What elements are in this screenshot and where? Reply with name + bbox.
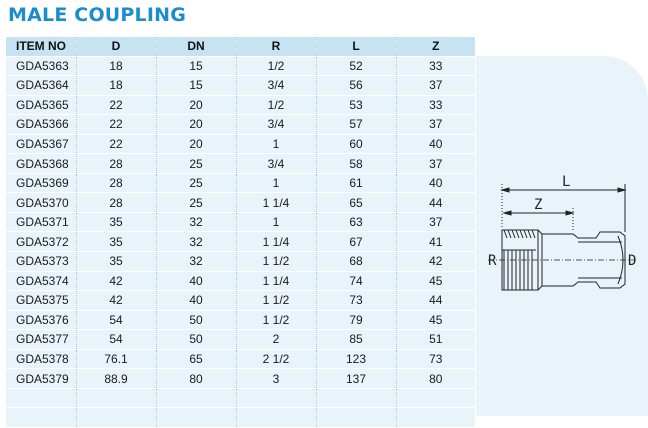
cell-l: 53	[316, 95, 396, 115]
cell-l: 56	[316, 76, 396, 96]
cell-item-no: GDA5376	[6, 310, 76, 330]
table-row	[6, 349, 475, 369]
cell-r: 2 1/2	[236, 349, 316, 369]
cell-item-no: GDA5370	[6, 193, 76, 213]
cell-item-no: GDA5377	[6, 330, 76, 350]
cell-dn: 40	[156, 291, 236, 311]
cell-l: 58	[316, 154, 396, 174]
table-row	[6, 212, 475, 232]
cell-z: 51	[396, 330, 475, 350]
cell-dn: 20	[156, 115, 236, 135]
table-row	[6, 330, 475, 350]
cell-item-no	[6, 408, 76, 428]
cell-r: 1/2	[236, 95, 316, 115]
cell-z: 33	[396, 95, 475, 115]
cell-z: 80	[396, 369, 475, 389]
cell-r: 3/4	[236, 115, 316, 135]
table-row	[6, 193, 475, 213]
cell-item-no: GDA5368	[6, 154, 76, 174]
table-row	[6, 232, 475, 252]
cell-item-no: GDA5375	[6, 291, 76, 311]
cell-r	[236, 408, 316, 428]
cell-item-no	[6, 388, 76, 408]
cell-d: 22	[76, 115, 156, 135]
cell-d: 35	[76, 232, 156, 252]
cell-dn: 15	[156, 56, 236, 76]
header-item-no: ITEM NO	[6, 37, 76, 56]
cell-z: 45	[396, 310, 475, 330]
cell-item-no: GDA5374	[6, 271, 76, 291]
cell-l	[316, 388, 396, 408]
cell-z: 37	[396, 115, 475, 135]
table-row	[6, 154, 475, 174]
cell-dn: 25	[156, 193, 236, 213]
cell-r: 1 1/2	[236, 291, 316, 311]
cell-r: 1 1/2	[236, 310, 316, 330]
header-r: R	[236, 37, 316, 56]
cell-d: 18	[76, 76, 156, 96]
header-l: L	[316, 37, 396, 56]
cell-z: 37	[396, 154, 475, 174]
cell-dn: 40	[156, 271, 236, 291]
cell-d: 54	[76, 330, 156, 350]
cell-z: 33	[396, 56, 475, 76]
cell-z: 41	[396, 232, 475, 252]
cell-dn: 65	[156, 349, 236, 369]
header-dn: DN	[156, 37, 236, 56]
label-z: Z	[534, 197, 543, 213]
cell-z: 40	[396, 173, 475, 193]
cell-r: 1 1/4	[236, 232, 316, 252]
cell-l	[316, 408, 396, 428]
cell-r: 1	[236, 212, 316, 232]
cell-dn: 20	[156, 134, 236, 154]
cell-l: 123	[316, 349, 396, 369]
cell-dn	[156, 388, 236, 408]
arrow-l-right	[618, 188, 625, 192]
cell-d: 42	[76, 291, 156, 311]
cell-l: 68	[316, 252, 396, 272]
cell-z: 37	[396, 212, 475, 232]
cell-l: 79	[316, 310, 396, 330]
table-header-row	[6, 37, 475, 56]
cell-dn: 25	[156, 173, 236, 193]
cell-d: 28	[76, 173, 156, 193]
cell-d: 22	[76, 134, 156, 154]
cell-dn	[156, 408, 236, 428]
cell-d: 18	[76, 56, 156, 76]
cell-item-no: GDA5367	[6, 134, 76, 154]
cell-l: 60	[316, 134, 396, 154]
cell-d: 42	[76, 271, 156, 291]
label-r: R	[488, 253, 497, 269]
cell-r	[236, 388, 316, 408]
cell-l: 63	[316, 212, 396, 232]
cell-r: 3	[236, 369, 316, 389]
cell-r: 1	[236, 173, 316, 193]
table-row	[6, 173, 475, 193]
cell-r: 1 1/4	[236, 271, 316, 291]
cell-r: 2	[236, 330, 316, 350]
cell-l: 57	[316, 115, 396, 135]
table-row	[6, 271, 475, 291]
specification-table	[6, 37, 475, 428]
table-row	[6, 95, 475, 115]
header-z: Z	[396, 37, 475, 56]
cell-dn: 32	[156, 232, 236, 252]
cell-r: 3/4	[236, 154, 316, 174]
cell-item-no: GDA5373	[6, 252, 76, 272]
cell-l: 52	[316, 56, 396, 76]
cell-r: 1/2	[236, 56, 316, 76]
cell-item-no: GDA5363	[6, 56, 76, 76]
cell-l: 65	[316, 193, 396, 213]
cell-r: 1 1/2	[236, 252, 316, 272]
table-body	[6, 56, 475, 427]
arrow-z-left	[504, 211, 511, 215]
table-row	[6, 134, 475, 154]
cell-item-no: GDA5378	[6, 349, 76, 369]
cell-l: 67	[316, 232, 396, 252]
cell-r: 1 1/4	[236, 193, 316, 213]
cell-dn: 50	[156, 330, 236, 350]
cell-item-no: GDA5365	[6, 95, 76, 115]
cell-dn: 20	[156, 95, 236, 115]
arrow-z-right	[566, 211, 573, 215]
cell-l: 61	[316, 173, 396, 193]
table-row	[6, 369, 475, 389]
table-row	[6, 310, 475, 330]
cell-z	[396, 388, 475, 408]
cell-z: 44	[396, 193, 475, 213]
cell-l: 137	[316, 369, 396, 389]
page-title: MALE COUPLING	[8, 4, 187, 26]
cell-d: 35	[76, 252, 156, 272]
cell-r: 3/4	[236, 76, 316, 96]
cell-item-no: GDA5379	[6, 369, 76, 389]
cell-dn: 80	[156, 369, 236, 389]
cell-z	[396, 408, 475, 428]
arrow-l-left	[502, 188, 509, 192]
cell-dn: 25	[156, 154, 236, 174]
table-row	[6, 56, 475, 76]
cell-item-no: GDA5371	[6, 212, 76, 232]
cell-dn: 32	[156, 212, 236, 232]
cell-dn: 50	[156, 310, 236, 330]
cell-r: 1	[236, 134, 316, 154]
coupling-drawing	[478, 168, 648, 308]
table-row	[6, 252, 475, 272]
cell-z: 37	[396, 76, 475, 96]
cell-d: 28	[76, 193, 156, 213]
cell-d: 35	[76, 212, 156, 232]
cell-d: 54	[76, 310, 156, 330]
cell-d: 22	[76, 95, 156, 115]
cell-l: 74	[316, 271, 396, 291]
cell-z: 42	[396, 252, 475, 272]
cell-item-no: GDA5372	[6, 232, 76, 252]
cell-item-no: GDA5364	[6, 76, 76, 96]
cell-d: 76.1	[76, 349, 156, 369]
cell-item-no: GDA5366	[6, 115, 76, 135]
label-d: D	[628, 253, 637, 269]
cell-d	[76, 388, 156, 408]
cell-d	[76, 408, 156, 428]
header-d: D	[76, 37, 156, 56]
cell-z: 44	[396, 291, 475, 311]
table-row	[6, 388, 475, 408]
table-row	[6, 408, 475, 428]
cell-d: 88.9	[76, 369, 156, 389]
cell-dn: 15	[156, 76, 236, 96]
cell-z: 73	[396, 349, 475, 369]
cell-item-no: GDA5369	[6, 173, 76, 193]
table-row	[6, 76, 475, 96]
cell-z: 40	[396, 134, 475, 154]
cell-z: 45	[396, 271, 475, 291]
table-row	[6, 291, 475, 311]
label-l: L	[562, 174, 571, 190]
cell-d: 28	[76, 154, 156, 174]
table-row	[6, 115, 475, 135]
cell-l: 85	[316, 330, 396, 350]
cell-l: 73	[316, 291, 396, 311]
cell-dn: 32	[156, 252, 236, 272]
